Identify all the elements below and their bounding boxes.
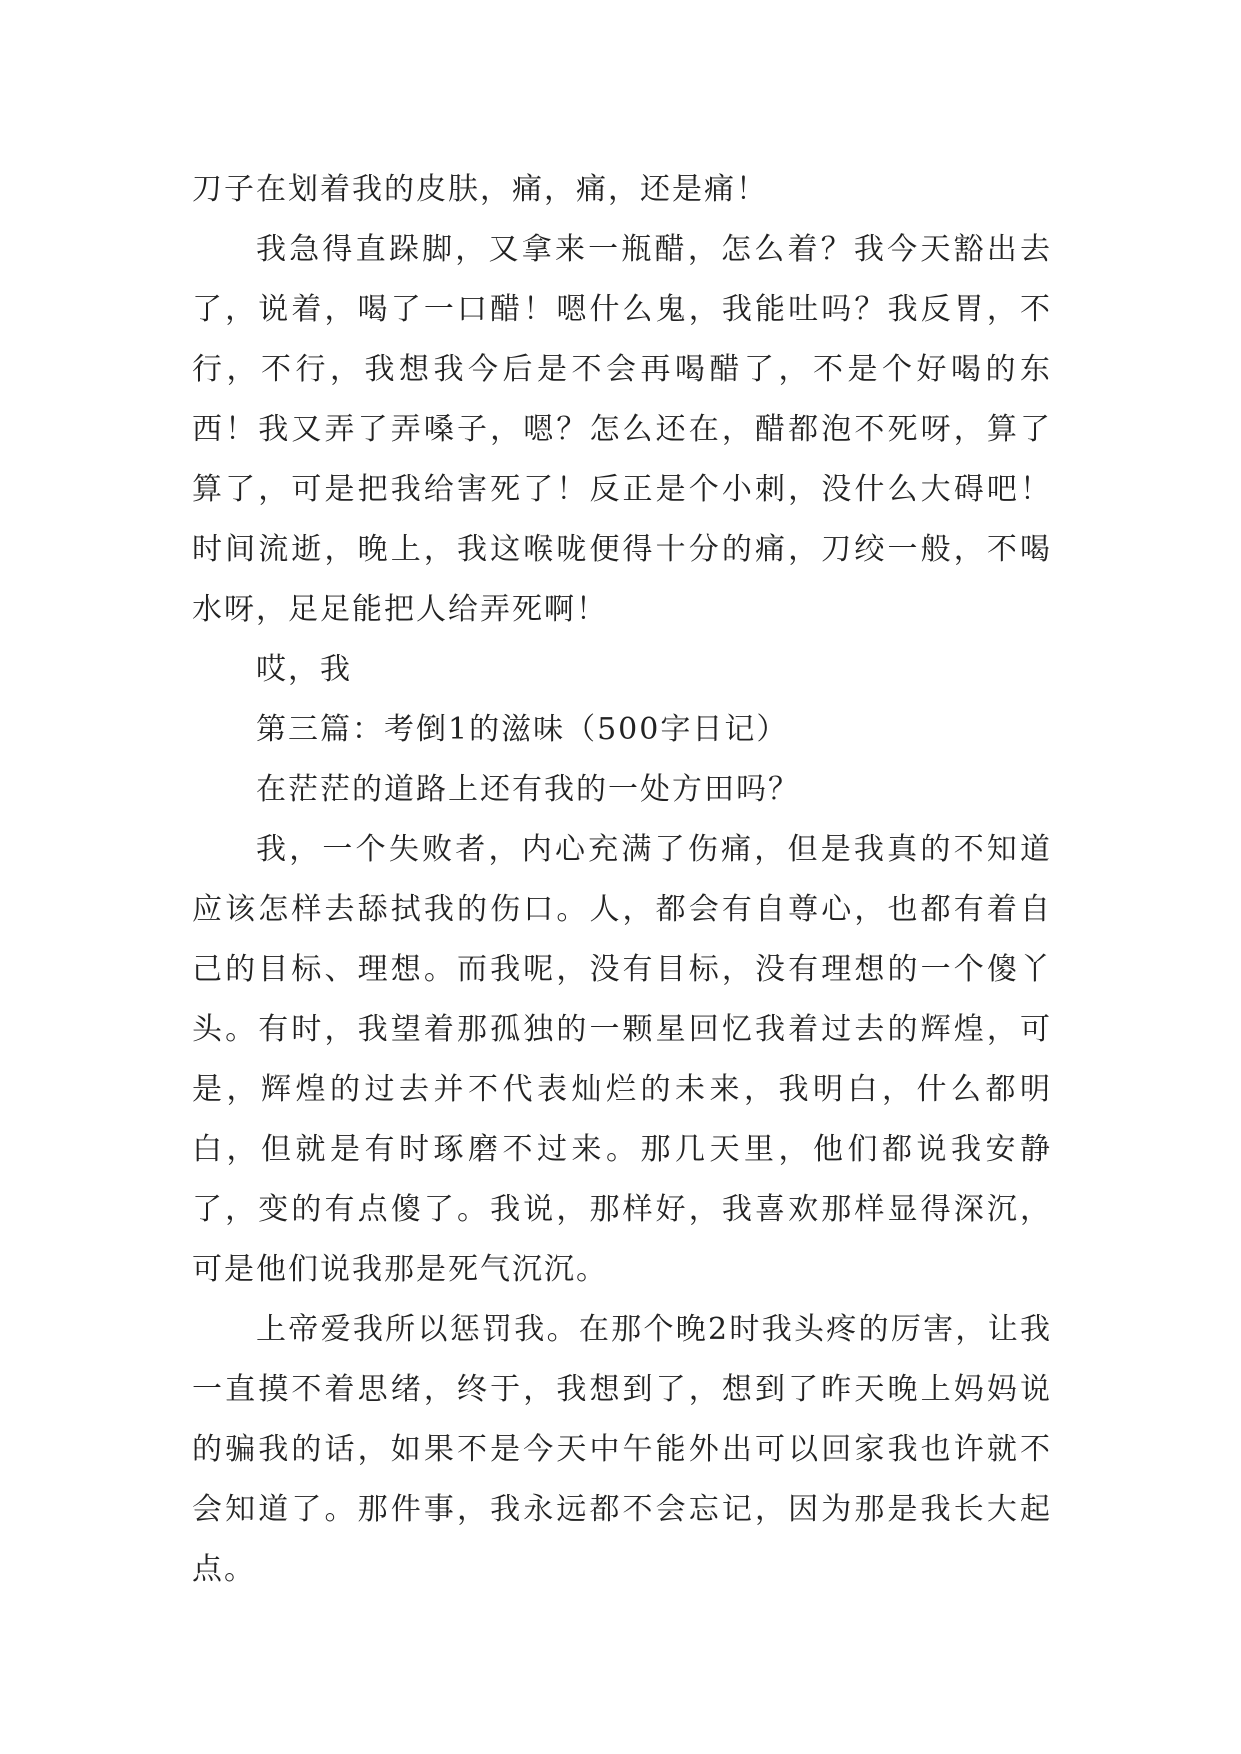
document-body xyxy=(192,160,1052,1600)
paragraph-7: 上帝爱我所以惩罚我。在那个晚2时我头疼的厉害，让我一直摸不着思绪，终于，我想到了，想到了昨天晚上妈妈说的骗我的话，如果不是今天中午能外出可以回家我也许就不会知道了。那件事，我永远都不会忘记，因为那是我长大起点。 xyxy=(192,1312,1052,1587)
paragraph-1: 刀子在划着我的皮肤，痛，痛，还是痛！ xyxy=(192,172,768,207)
paragraph-2: 我急得直跺脚，又拿来一瓶醋，怎么着？我今天豁出去了，说着，喝了一口醋！嗯什么鬼，我能吐吗？我反胃，不行，不行，我想我今后是不会再喝醋了，不是个好喝的东西！我又弄了弄嗓子，嗯？怎么还在，醋都泡不死呀，算了算了，可是把我给害死了！反正是个小刺，没什么大碍吧！时间流逝，晚上，我这喉咙便得十分的痛，刀绞一般，不喝水呀，足足能把人给弄死啊！ xyxy=(192,232,1052,627)
section-heading: 第三篇：考倒1的滋味（500字日记） xyxy=(256,712,789,747)
paragraph-5: 在茫茫的道路上还有我的一处方田吗？ xyxy=(256,772,800,807)
paragraph-3: 哎，我 xyxy=(256,652,352,687)
paragraph-6: 我，一个失败者，内心充满了伤痛，但是我真的不知道应该怎样去舔拭我的伤口。人，都会有自尊心，也都有着自己的目标、理想。而我呢，没有目标，没有理想的一个傻丫头。有时，我望着那孤独的一颗星回忆我着过去的辉煌，可是，辉煌的过去并不代表灿烂的未来，我明白，什么都明白，但就是有时琢磨不过来。那几天里，他们都说我安静了，变的有点傻了。我说，那样好，我喜欢那样显得深沉，可是他们说我那是死气沉沉。 xyxy=(192,832,1052,1287)
